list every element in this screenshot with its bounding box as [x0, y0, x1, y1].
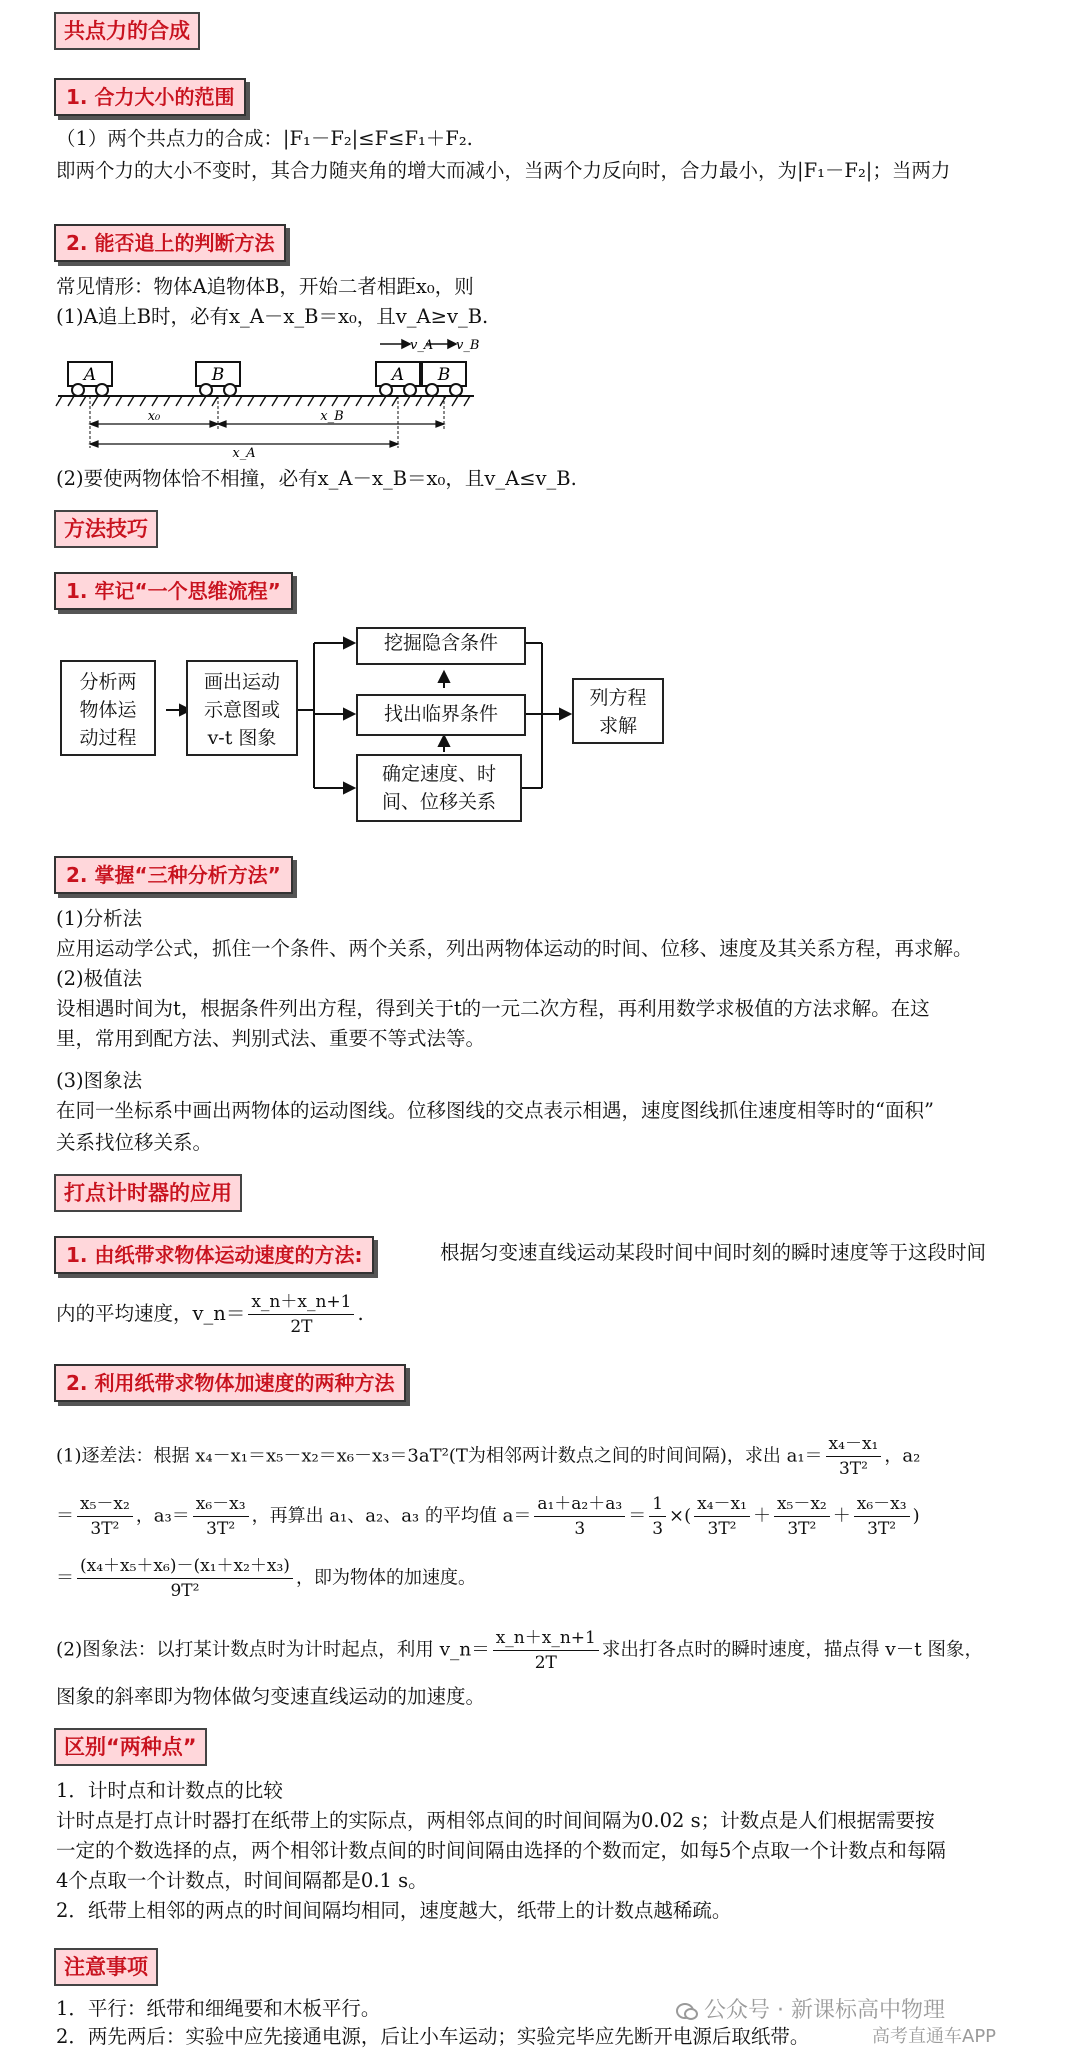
- text-segment: ×(: [669, 1505, 692, 1527]
- numerator: x₄－x₁: [694, 1492, 750, 1517]
- fraction: [826, 1432, 882, 1481]
- flow-box-relations: [356, 754, 522, 822]
- denominator: 2T: [290, 1317, 313, 1337]
- text-line: 应用运动学公式，抓住一个条件、两个关系，列出两物体运动的时间、位移、速度及其关系方程，再求解。: [56, 937, 973, 960]
- text-line: 关系找位移关系。: [56, 1131, 213, 1154]
- velocity-a-label: v_A: [410, 338, 434, 353]
- text-line: 常见情形：物体A追物体B，开始二者相距x₀，则: [56, 275, 474, 298]
- text-line: (1)A追上B时，必有x_A－x_B＝x₀，且v_A≥v_B.: [56, 305, 489, 328]
- formula-line: [56, 1626, 983, 1675]
- fraction: [534, 1492, 625, 1541]
- cart-a-start: [68, 362, 112, 396]
- text-segment: ＝: [56, 1505, 74, 1527]
- text-segment: ，即为物体的加速度。: [295, 1567, 476, 1589]
- xa-label: x_A: [232, 446, 256, 460]
- text-segment: 求出打各点时的瞬时速度，描点得 v－t 图象，: [601, 1639, 984, 1661]
- text-line: 1．平行：纸带和细绳要和木板平行。: [56, 1997, 381, 2020]
- formula-line: [56, 1290, 364, 1339]
- denominator: 3: [574, 1519, 586, 1539]
- numerator: x₅－x₂: [77, 1492, 133, 1517]
- text-line: (1)分析法: [56, 907, 143, 930]
- flow-text: 示意图或: [203, 699, 280, 721]
- denominator: 3T²: [787, 1519, 817, 1539]
- fraction: [193, 1492, 249, 1541]
- watermark: [676, 1993, 945, 2024]
- fraction: [77, 1492, 133, 1541]
- text-line: 即两个力的大小不变时，其合力随夹角的增大而减小，当两个力反向时，合力最小，为|F₁－F₂|；当两力: [56, 159, 951, 182]
- flow-box-draw: [186, 660, 298, 756]
- watermark-text: 公众号 · 新课标高中物理: [704, 1998, 945, 2023]
- pursuit-diagram: [54, 330, 494, 460]
- section-header-two-kinds-of-points: 区别“两种点”: [54, 1728, 207, 1766]
- numerator: a₁＋a₂＋a₃: [534, 1492, 625, 1517]
- text-segment: .: [357, 1302, 364, 1325]
- denominator: 3T²: [867, 1519, 897, 1539]
- text-segment: (1)逐差法：根据 x₄－x₁＝x₅－x₂＝x₆－x₃＝3aT²(T为相邻两计数点之间的时间间隔)，求出 a₁＝: [56, 1445, 823, 1467]
- section-header-ticker-timer: 打点计时器的应用: [54, 1174, 242, 1212]
- velocity-b-label: v_B: [456, 338, 480, 353]
- text-line: 4个点取一个计数点，时间间隔都是0.1 s。: [56, 1869, 428, 1892]
- fraction: [77, 1554, 293, 1603]
- text-segment: ＝: [628, 1505, 647, 1527]
- denominator: 3: [652, 1519, 664, 1539]
- flow-text: v-t 图象: [207, 727, 277, 749]
- text-line: 2．两先两后：实验中应先接通电源，后让小车运动；实验完毕应先断开电源后取纸带。: [56, 2025, 810, 2048]
- text-segment: ，再算出 a₁、a₂、a₃ 的平均值 a＝: [251, 1505, 532, 1527]
- text-line: 图象的斜率即为物体做匀变速直线运动的加速度。: [56, 1685, 486, 1708]
- text-segment: (2)图象法：以打某计数点时为计时起点，利用 v_n＝: [56, 1639, 490, 1661]
- flow-box-hidden-conditions: [356, 627, 526, 665]
- subsection-title-thinking-process: 1. 牢记“一个思维流程”: [54, 572, 293, 610]
- denominator: 3T²: [707, 1519, 737, 1539]
- fraction: [649, 1492, 666, 1541]
- cart-a-label: A: [391, 365, 405, 385]
- numerator: x_n＋x_n+1: [493, 1626, 599, 1651]
- flow-box-solve: [572, 678, 664, 744]
- flow-text: 求解: [598, 715, 637, 737]
- wechat-icon: [676, 2002, 698, 2020]
- text-line: 1．计时点和计数点的比较: [56, 1779, 283, 1802]
- text-segment: ＋: [752, 1505, 771, 1527]
- numerator: x_n＋x_n+1: [248, 1290, 354, 1315]
- flow-box-analyze: [60, 660, 156, 756]
- denominator: 9T²: [170, 1581, 200, 1601]
- text-line: (3)图象法: [56, 1069, 143, 1092]
- subsection-title-catch-up: 2. 能否追上的判断方法: [54, 224, 286, 262]
- numerator: x₄－x₁: [826, 1432, 882, 1457]
- text-segment: ＝: [56, 1567, 74, 1589]
- flow-text: 间、位移关系: [381, 791, 496, 813]
- numerator: 1: [649, 1492, 666, 1517]
- denominator: 2T: [534, 1653, 557, 1673]
- xb-label: x_B: [320, 409, 344, 424]
- flow-text: 列方程: [589, 687, 647, 709]
- carts-meeting: [376, 362, 466, 396]
- flow-text: 动过程: [79, 727, 137, 749]
- fraction: [694, 1492, 750, 1541]
- watermark-secondary: 高考直通车APP: [872, 2026, 997, 2047]
- flow-box-critical-conditions: [356, 694, 526, 736]
- subsection-title-three-methods: 2. 掌握“三种分析方法”: [54, 856, 293, 894]
- flow-text: 确定速度、时: [381, 763, 496, 785]
- formula-line: [56, 1554, 476, 1603]
- numerator: x₅－x₂: [774, 1492, 830, 1517]
- flow-text: 挖掘隐含条件: [383, 632, 498, 654]
- text-line: 里，常用到配方法、判别式法、重要不等式法等。: [56, 1027, 486, 1050]
- flow-text: 画出运动: [203, 671, 280, 693]
- cart-b-start: [196, 362, 240, 396]
- denominator: 3T²: [838, 1459, 868, 1479]
- formula-line: [56, 1432, 920, 1481]
- fraction: [248, 1290, 354, 1339]
- text-segment: ，a₂: [884, 1445, 921, 1467]
- text-line: 计时点是打点计时器打在纸带上的实际点，两相邻点间的时间间隔为0.02 s；计数点是人们根据需要按: [56, 1809, 935, 1832]
- subsection-title-velocity-from-tape: 1. 由纸带求物体运动速度的方法:: [54, 1236, 374, 1274]
- flow-text: 分析两: [79, 671, 137, 693]
- text-line: 在同一坐标系中画出两物体的运动图线。位移图线的交点表示相遇，速度图线抓住速度相等时的“面积”: [56, 1099, 934, 1122]
- denominator: 3T²: [206, 1519, 236, 1539]
- text-line: 设相遇时间为t，根据条件列出方程，得到关于t的一元二次方程，再利用数学求极值的方法求解。在这: [56, 997, 930, 1020]
- fraction: [774, 1492, 830, 1541]
- cart-a-label: A: [83, 365, 97, 385]
- subsection-title-acceleration-from-tape: 2. 利用纸带求物体加速度的两种方法: [54, 1364, 406, 1402]
- section-header-notes: 注意事项: [54, 1948, 158, 1986]
- text-line: (2)要使两物体恰不相撞，必有x_A－x_B＝x₀，且v_A≤v_B.: [56, 467, 577, 490]
- subsection-title-resultant-range: 1. 合力大小的范围: [54, 78, 246, 116]
- x0-label: x₀: [147, 409, 161, 424]
- text-line: (2)极值法: [56, 967, 143, 990]
- fraction: [493, 1626, 599, 1675]
- text-segment: ): [912, 1505, 920, 1527]
- text-line: 2．纸带上相邻的两点的时间间隔均相同，速度越大，纸带上的计数点越稀疏。: [56, 1899, 732, 1922]
- cart-b-label: B: [211, 365, 225, 385]
- section-header-force-composition: 共点力的合成: [54, 12, 200, 50]
- text-line: （1）两个共点力的合成：|F₁－F₂|≤F≤F₁＋F₂.: [56, 127, 473, 150]
- fraction: [854, 1492, 910, 1541]
- text-line: 一定的个数选择的点，两个相邻计数点间的时间间隔由选择的个数而定，如每5个点取一个计数点和每隔: [56, 1839, 946, 1862]
- text-segment: ，a₃＝: [135, 1505, 190, 1527]
- flow-text: 找出临界条件: [383, 703, 498, 725]
- section-header-methods: 方法技巧: [54, 510, 158, 548]
- text-line: 根据匀变速直线运动某段时间中间时刻的瞬时速度等于这段时间: [440, 1241, 987, 1264]
- numerator: x₆－x₃: [193, 1492, 249, 1517]
- flow-text: 物体运: [79, 699, 137, 721]
- numerator: x₆－x₃: [854, 1492, 910, 1517]
- text-segment: ＋: [832, 1505, 851, 1527]
- denominator: 3T²: [90, 1519, 120, 1539]
- formula-line: [56, 1492, 920, 1541]
- numerator: (x₄＋x₅＋x₆)－(x₁＋x₂＋x₃): [77, 1554, 293, 1579]
- text-segment: 内的平均速度，v_n＝: [56, 1302, 246, 1325]
- cart-b-label: B: [437, 365, 451, 385]
